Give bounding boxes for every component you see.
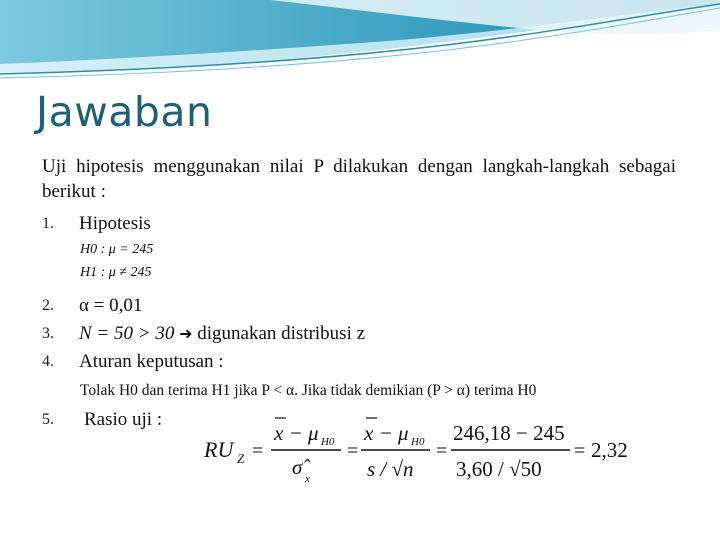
- frac2-denominator: s / √n: [367, 457, 414, 481]
- decision-rule-text: Tolak H0 dan terima H1 jika P < α. Jika tidak demikian (P > α) terima H0: [80, 382, 537, 399]
- frac1-num-sub: H0: [321, 436, 335, 448]
- slide-title: Jawaban: [36, 88, 213, 136]
- hypothesis-h0: [42, 238, 676, 261]
- arrow-right-icon: ➜: [179, 324, 193, 343]
- item-label-decision: Aturan keputusan :: [79, 351, 224, 372]
- decision-rule: [42, 376, 676, 406]
- item-label-rasio: Rasio uji :: [84, 409, 163, 430]
- frac1-den-sub: x: [305, 473, 310, 485]
- list-item-3: [42, 320, 676, 348]
- slide-body: [42, 154, 676, 434]
- frac3-denominator: 3,60 / √50: [456, 457, 542, 481]
- frac2-num-sub: H0: [411, 436, 425, 448]
- item-number: 2.: [42, 297, 54, 314]
- frac1-denominator: σ̂: [292, 455, 303, 479]
- header-wave-decoration: [0, 0, 720, 90]
- h0-text: H0 : μ = 245: [80, 242, 154, 257]
- sample-size-text: N = 50 > 30: [79, 323, 175, 344]
- svg-text:=: =: [347, 440, 359, 462]
- item-number: 5.: [42, 411, 54, 428]
- frac3-numerator: 246,18 − 245: [453, 421, 565, 445]
- item-label-hipotesis: Hipotesis: [79, 213, 151, 234]
- formula-lhs-sub: Z: [237, 451, 245, 466]
- test-ratio-formula: [204, 412, 634, 488]
- intro-paragraph: Uji hipotesis menggunakan nilai P dilakukan dengan langkah-langkah sebagai berikut :: [42, 156, 676, 202]
- list-item-2: [42, 292, 676, 320]
- item-number: 4.: [42, 353, 54, 370]
- hypothesis-h1: [42, 261, 676, 284]
- formula-lhs: RU: [204, 437, 234, 462]
- list-item-4: [42, 348, 676, 376]
- svg-text:=: =: [436, 440, 448, 462]
- svg-text:=: =: [252, 440, 264, 462]
- frac2-numerator: x − μ: [364, 421, 409, 445]
- frac1-numerator: x − μ: [274, 421, 319, 445]
- distribution-text: digunakan distribusi z: [197, 323, 366, 344]
- svg-text:=: =: [574, 440, 586, 462]
- item-number: 1.: [42, 215, 54, 232]
- item-label-alpha: α = 0,01: [79, 295, 143, 316]
- item-label-sample: [79, 320, 365, 348]
- formula-result: 2,32: [591, 438, 628, 462]
- list-item-1: [42, 210, 676, 238]
- item-number: 3.: [42, 325, 54, 342]
- h1-text: H1 : μ ≠ 245: [80, 265, 152, 280]
